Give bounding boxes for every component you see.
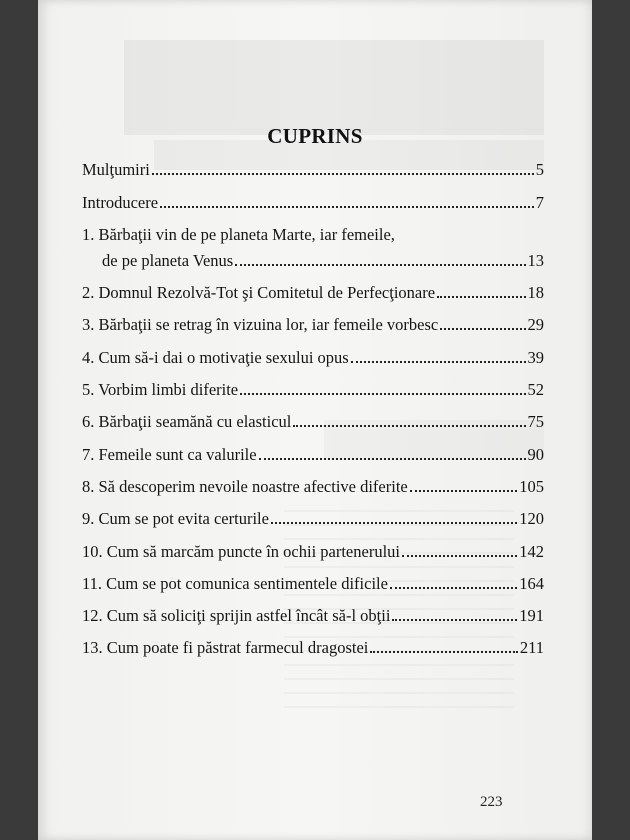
- dot-leader: [152, 173, 534, 175]
- toc-entry-label: 3. Bărbaţii se retrag în vizuina lor, iar femeile vorbesc: [82, 315, 439, 335]
- toc-entry-page: 164: [519, 573, 544, 593]
- toc-entry-label: Introducere: [82, 192, 159, 212]
- toc-entry-page: 13: [527, 250, 544, 270]
- toc-entry-page: 18: [527, 283, 544, 303]
- toc-entry-chapter-10: [82, 529, 544, 561]
- dot-leader: [160, 206, 534, 208]
- toc-entry-page: 191: [519, 606, 544, 626]
- toc-entry-page: 142: [519, 541, 544, 561]
- toc-entry-chapter-13: [82, 626, 544, 658]
- dot-leader: [351, 361, 526, 363]
- toc-entry-label: 11. Cum se pot comunica sentimentele dificile: [82, 573, 388, 593]
- dot-leader: [390, 587, 517, 589]
- toc-entry-page: 90: [527, 444, 544, 464]
- toc-entry-label: 9. Cum se pot evita certurile: [82, 509, 269, 529]
- toc-entry-page: 75: [527, 412, 544, 432]
- toc-entry-page: 29: [527, 315, 544, 335]
- toc-entry-chapter-5: [82, 368, 544, 400]
- dot-leader: [293, 425, 525, 427]
- dot-leader: [271, 522, 517, 524]
- dot-leader: [392, 619, 517, 621]
- dot-leader: [259, 458, 526, 460]
- toc-entry-label: Mulţumiri: [82, 160, 150, 180]
- toc-title: CUPRINS: [267, 124, 363, 148]
- toc-entry-introduction: [82, 180, 544, 212]
- toc-entry-chapter-12: [82, 594, 544, 626]
- toc-entry-page: 211: [519, 638, 544, 658]
- toc-entry-page: 39: [527, 347, 544, 367]
- toc-entry-label: 1. Bărbaţii vin de pe planeta Marte, iar femeile,: [82, 224, 395, 244]
- table-of-contents: [82, 148, 544, 658]
- toc-entry-chapter-7: [82, 432, 544, 464]
- dot-leader: [235, 264, 525, 266]
- dot-leader: [440, 328, 525, 330]
- toc-entry-label: 13. Cum poate fi păstrat farmecul dragostei: [82, 638, 369, 658]
- toc-entry-label: 12. Cum să soliciţi sprijin astfel încât să-l obţii: [82, 606, 391, 626]
- toc-entry-page: 7: [535, 192, 544, 212]
- dot-leader: [240, 393, 525, 395]
- toc-entry-page: 120: [519, 509, 544, 529]
- toc-entry-page: 5: [535, 160, 544, 180]
- toc-entry-page: 52: [527, 380, 544, 400]
- toc-entry-label: 7. Femeile sunt ca valurile: [82, 444, 257, 464]
- toc-entry-chapter-2: [82, 271, 544, 303]
- dot-leader: [437, 296, 525, 298]
- toc-entry-label: 6. Bărbaţii seamănă cu elasticul: [82, 412, 292, 432]
- toc-entry-chapter-3: [82, 303, 544, 335]
- toc-entry-chapter-4: [82, 335, 544, 367]
- toc-entry-acknowledgements: [82, 148, 544, 180]
- toc-entry-chapter-1: [82, 213, 544, 271]
- toc-entry-chapter-8: [82, 465, 544, 497]
- toc-entry-label: 4. Cum să-i dai o motivaţie sexului opus: [82, 347, 349, 367]
- toc-entry-chapter-11: [82, 562, 544, 594]
- page-number: 223: [480, 794, 503, 810]
- dot-leader: [410, 490, 518, 492]
- toc-entry-label: 2. Domnul Rezolvă-Tot şi Comitetul de Perfecţionare: [82, 283, 436, 303]
- toc-entry-label-continued: de pe planeta Venus: [102, 250, 234, 270]
- toc-entry-chapter-9: [82, 497, 544, 529]
- toc-entry-label: 10. Cum să marcăm puncte în ochii partenerului: [82, 541, 400, 561]
- dot-leader: [370, 651, 517, 653]
- toc-entry-chapter-6: [82, 400, 544, 432]
- toc-entry-page: 105: [519, 476, 544, 496]
- toc-entry-label: 8. Să descoperim nevoile noastre afective diferite: [82, 476, 408, 496]
- dot-leader: [402, 555, 517, 557]
- toc-entry-label: 5. Vorbim limbi diferite: [82, 380, 239, 400]
